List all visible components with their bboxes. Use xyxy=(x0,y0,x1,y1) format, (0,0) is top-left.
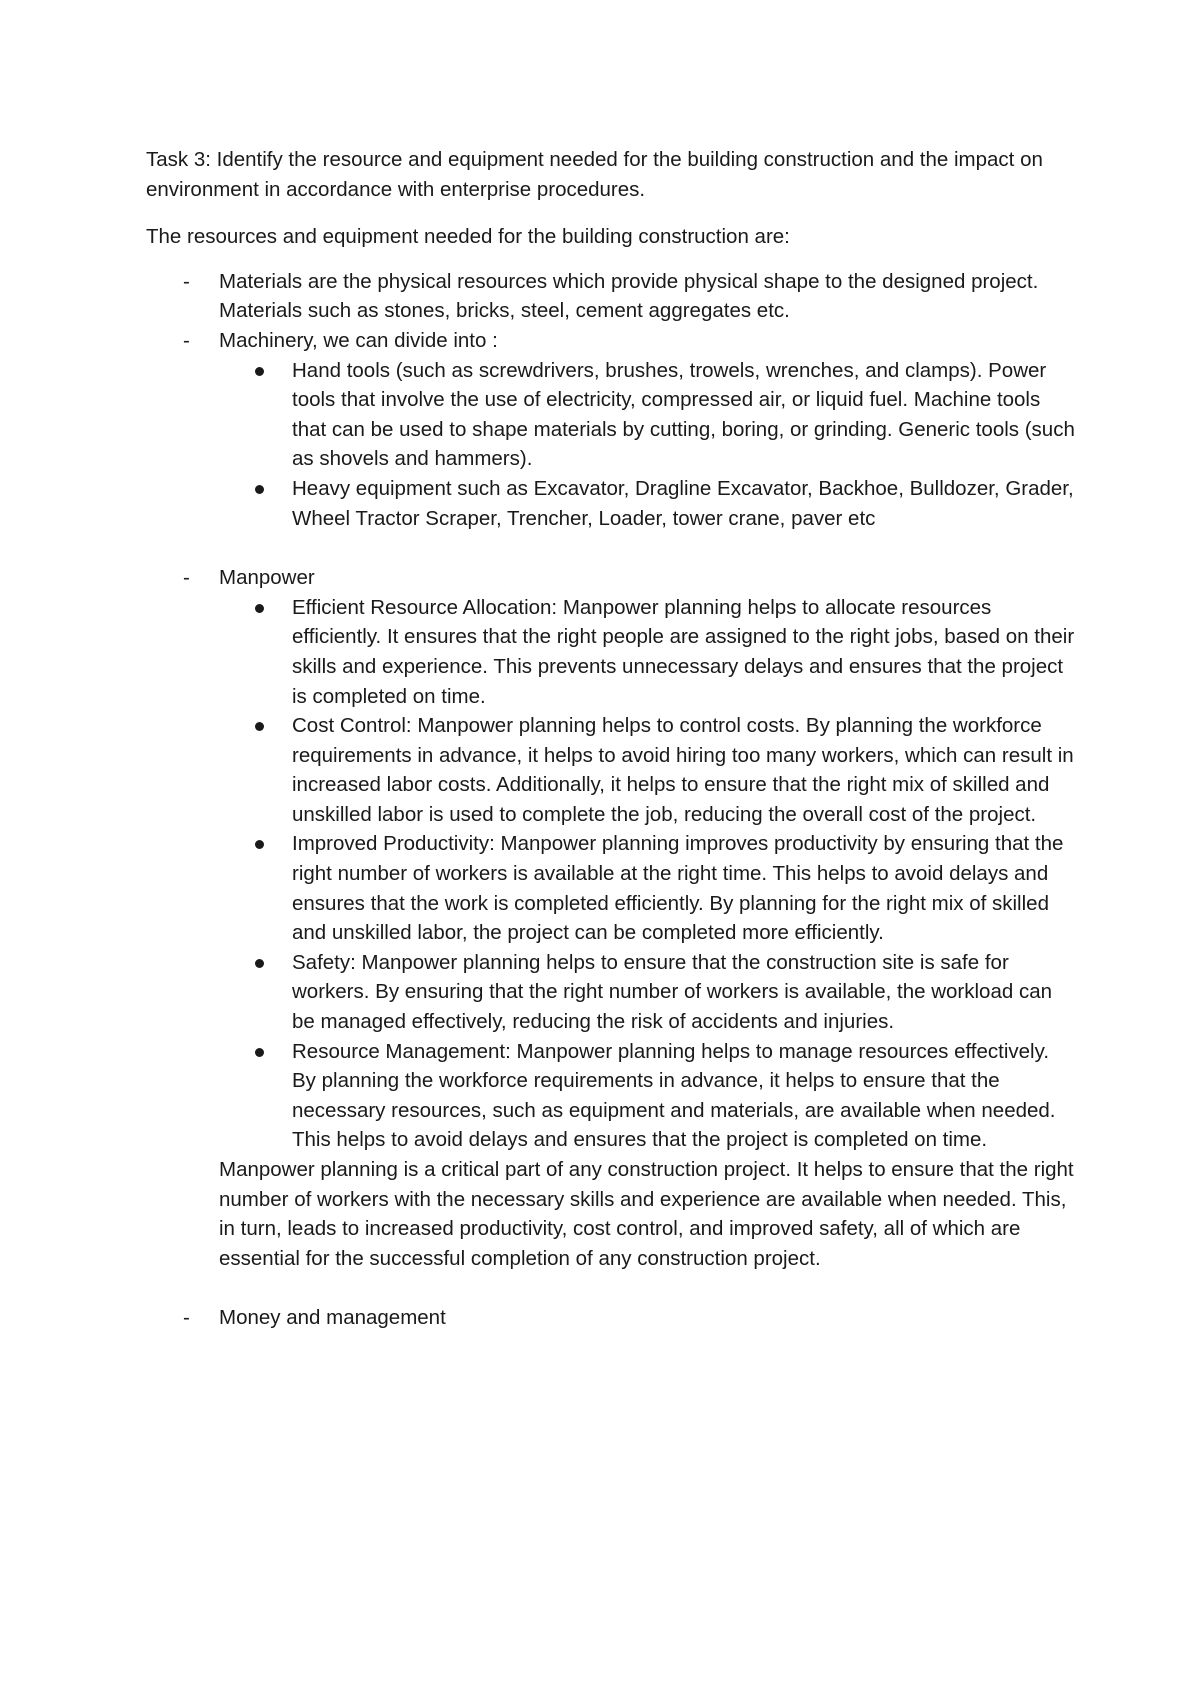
list-item: Hand tools (such as screwdrivers, brushes, trowels, wrenches, and clamps). Power tools that involve the use of electricity, compressed air, or liquid fuel. Machine tools that can be used to shape materials by cutting, boring, or grinding. Generic tools (such as shovels and hammers). xyxy=(219,356,1076,474)
bullet-icon xyxy=(255,1048,264,1057)
task-title: Task 3: Identify the resource and equipment needed for the building construction and the impact on environment in accordance with enterprise procedures. xyxy=(146,148,1043,201)
machinery-heading: Machinery, we can divide into : xyxy=(219,328,498,352)
machinery-sublist xyxy=(219,356,1076,534)
resource-list xyxy=(146,267,1076,1333)
bullet-icon xyxy=(255,485,264,494)
manpower-heading: Manpower xyxy=(219,566,315,590)
spacer xyxy=(146,533,1076,563)
dash-marker: - xyxy=(183,1306,190,1330)
list-item: Cost Control: Manpower planning helps to control costs. By planning the workforce requirements in advance, it helps to avoid hiring too many workers, which can result in increased labor costs. Additionally, it helps to ensure that the right mix of skilled and unskilled labor is used to complete the job, reducing the overall cost of the project. xyxy=(219,711,1076,829)
intro-paragraph: The resources and equipment needed for the building construction are: xyxy=(146,225,790,249)
list-item: Improved Productivity: Manpower planning improves productivity by ensuring that the right number of workers is available at the right time. This helps to avoid delays and ensures that the work is completed efficiently. By planning for the right mix of skilled and unskilled labor, the project can be completed more efficiently. xyxy=(219,829,1076,947)
dash-marker: - xyxy=(183,566,190,590)
dash-marker: - xyxy=(183,269,190,293)
bullet-icon xyxy=(255,959,264,968)
list-item-machinery xyxy=(146,326,1076,533)
materials-text: Materials are the physical resources which provide physical shape to the designed project. Materials such as stones, bricks, steel, cement aggregates etc. xyxy=(219,269,1039,323)
bullet-icon xyxy=(255,722,264,731)
manpower-sublist xyxy=(219,593,1076,1155)
manpower-summary: Manpower planning is a critical part of any construction project. It helps to ensure that the right number of workers with the necessary skills and experience are available when needed. This, in turn, leads to increased productivity, cost control, and improved safety, all of which are essential for the successful completion of any construction project. xyxy=(219,1158,1074,1270)
list-item: Efficient Resource Allocation: Manpower planning helps to allocate resources efficiently. It ensures that the right people are assigned to the right jobs, based on their skills and experience. This prevents unnecessary delays and ensures that the project is completed on time. xyxy=(219,593,1076,711)
dash-marker: - xyxy=(183,328,190,352)
list-item: Safety: Manpower planning helps to ensure that the construction site is safe for workers. By ensuring that the right number of workers is available, the workload can be managed effectively, reducing the risk of accidents and injuries. xyxy=(219,948,1076,1037)
bullet-icon xyxy=(255,604,264,613)
bullet-icon xyxy=(255,367,264,376)
money-heading: Money and management xyxy=(219,1306,446,1330)
list-item-manpower xyxy=(146,563,1076,1155)
list-item-money xyxy=(146,1303,1076,1333)
spacer xyxy=(146,1273,1076,1303)
list-item-materials xyxy=(146,267,1076,326)
bullet-icon xyxy=(255,840,264,849)
list-item: Resource Management: Manpower planning helps to manage resources effectively. By planning the workforce requirements in advance, it helps to ensure that the necessary resources, such as equipment and materials, are available when needed. This helps to avoid delays and ensures that the project is completed on time. xyxy=(219,1037,1076,1155)
list-item: Heavy equipment such as Excavator, Dragline Excavator, Backhoe, Bulldozer, Grader, Wheel Tractor Scraper, Trencher, Loader, tower crane, paver etc xyxy=(219,474,1076,533)
document-page xyxy=(146,145,1076,1333)
